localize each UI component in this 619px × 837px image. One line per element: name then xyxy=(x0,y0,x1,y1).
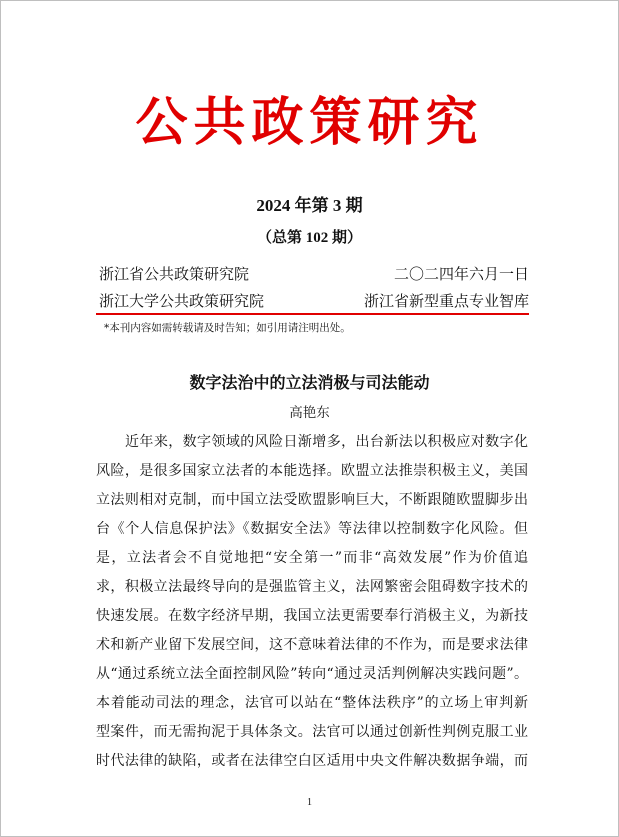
article-title: 数字法治中的立法消极与司法能动 xyxy=(189,373,430,392)
body-line: 本着能动司法的理念，法官可以站在“整体法秩序”的立场上审判新 xyxy=(96,695,528,711)
institute-name-university: 浙江大学公共政策研究院 xyxy=(99,292,265,310)
institute-name-provincial: 浙江省公共政策研究院 xyxy=(99,265,250,283)
think-tank-label: 浙江省新型重点专业智库 xyxy=(363,292,529,310)
masthead-title: 公共政策研究 xyxy=(135,92,484,153)
reprint-notice: *本刊内容如需转载请及时告知；如引用请注明出处。 xyxy=(104,322,351,334)
body-line: 型案件，而无需拘泥于具体条文。法官可以通过创新性判例克服工业 xyxy=(96,724,528,740)
article-author: 高艳东 xyxy=(289,405,330,421)
issue-number: 2024 年第 3 期 xyxy=(256,196,363,215)
body-line: 时代法律的缺陷，或者在法律空白区适用中央文件解决数据争端，而 xyxy=(96,753,528,769)
body-line: 是，立法者会不自觉地把“安全第一”而非“高效发展”作为价值追 xyxy=(96,550,528,566)
issue-total-number: （总第 102 期） xyxy=(256,230,362,246)
body-line: 近年来，数字领域的风险日渐增多，出台新法以积极应对数字化 xyxy=(125,434,528,450)
body-line: 立法则相对克制，而中国立法受欧盟影响巨大，不断跟随欧盟脚步出 xyxy=(96,492,528,508)
body-line: 求，积极立法最终导向的是强监管主义，法网繁密会阻碍数字技术的 xyxy=(96,579,528,595)
body-line: 台《个人信息保护法》《数据安全法》等法律以控制数字化风险。但 xyxy=(96,521,528,537)
page-number: 1 xyxy=(307,797,312,808)
body-line: 风险，是很多国家立法者的本能选择。欧盟立法推崇积极主义，美国 xyxy=(96,463,528,479)
publication-date: 二〇二四年六月一日 xyxy=(393,265,529,283)
body-line: 术和新产业留下发展空间，这不意味着法律的不作为，而是要求法律 xyxy=(96,637,528,653)
red-divider-rule xyxy=(96,313,529,315)
body-line: 从“通过系统立法全面控制风险”转向“通过灵活判例解决实践问题”。 xyxy=(96,666,528,682)
body-line: 快速发展。在数字经济早期，我国立法更需要奉行消极主义，为新技 xyxy=(96,608,528,624)
